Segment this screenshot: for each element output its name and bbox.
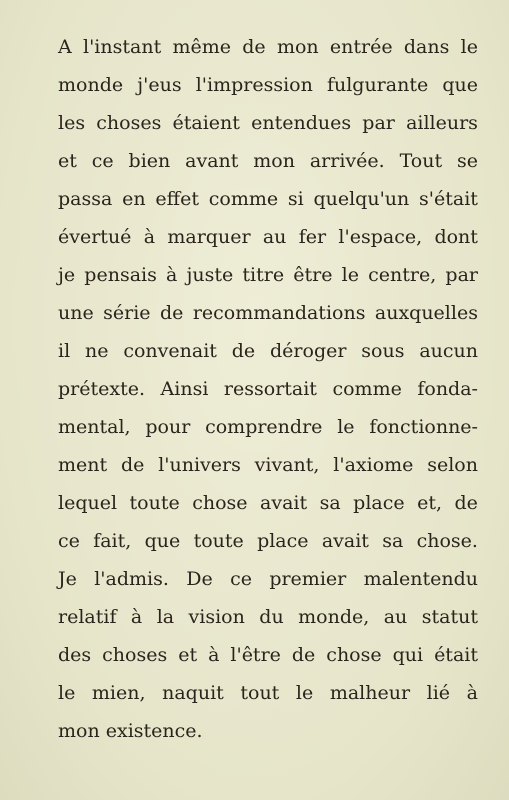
body-text [58,28,478,750]
word: si [287,188,304,210]
text-line [58,28,478,66]
word: il [58,340,71,362]
word: de [291,644,316,666]
word: juste [186,264,234,286]
word: marquer [167,226,251,248]
word: Je [58,568,77,590]
word: chose. [416,530,478,552]
word: effet [155,188,199,210]
word: et [178,644,198,666]
word: à [143,226,156,248]
word: ne [85,340,109,362]
word: fer [298,226,327,248]
text-line [58,142,478,180]
word: l'instant [83,36,162,58]
word: toute [129,492,180,514]
word: dont [434,226,478,248]
word: place [257,530,309,552]
word: en [122,188,146,210]
word: déroger [270,340,347,362]
word: malentendu [363,568,478,590]
word: fulgurante [326,74,429,96]
word: de [454,492,478,514]
word: auxquelles [374,302,478,324]
word: l'admis. [94,568,169,590]
word: l'axiome [333,454,414,476]
word: une [58,302,94,324]
word: passa [58,188,113,210]
word: à [208,644,220,666]
text-line [58,636,478,674]
word: naquit [162,682,224,704]
word: choses [102,644,168,666]
word: l'impression [195,74,313,96]
text-line [58,560,478,598]
word: mon [253,150,295,172]
word: sa [382,530,404,552]
word: Tout [399,150,443,172]
word: ressortait [223,378,317,400]
text-line [58,104,478,142]
word: et [58,150,77,172]
word: sous [361,340,405,362]
word: recommandations [192,302,366,324]
word: à [166,264,178,286]
word: le [337,416,355,438]
text-line [58,598,478,636]
word: De [186,568,213,590]
word: A [58,36,72,58]
word: sa [319,492,341,514]
word: entrée [329,36,393,58]
word: ailleurs [406,112,478,134]
word: la [156,606,175,628]
word: statut [421,606,478,628]
word: au [262,226,287,248]
word: ce [230,568,252,590]
word: étaient [172,112,240,134]
word: monde [58,74,124,96]
word: le [295,682,314,704]
word: comme [332,378,402,400]
word: ce [91,150,114,172]
word: que [144,530,181,552]
word: l'espace, [338,226,423,248]
word: à [130,606,143,628]
word: ce [58,530,80,552]
word: fonda- [417,378,478,400]
word: selon [427,454,478,476]
word: lié [426,682,451,704]
word: des [58,644,92,666]
word: titre [242,264,285,286]
word: convenait [123,340,217,362]
word: prétexte. [58,378,146,400]
word: toute [193,530,244,552]
text-line [58,522,478,560]
word: que [442,74,478,96]
word: mon [276,36,319,58]
word: chose [326,644,382,666]
word: avant [185,150,239,172]
text-line [58,180,478,218]
word: mental, [58,416,131,438]
word: comme [208,188,279,210]
word: pour [145,416,191,438]
word: à [466,682,478,704]
word: être [293,264,333,286]
word: fait, [93,530,132,552]
word: tout [240,682,280,704]
word: ment [58,454,108,476]
text-line [58,294,478,332]
word: Ainsi [160,378,209,400]
word: lequel [58,492,118,514]
word: mien, [91,682,146,704]
word: le [460,36,478,58]
text-line [58,218,478,256]
text-line [58,256,478,294]
word: vision [188,606,245,628]
text-line [58,332,478,370]
word: du [259,606,284,628]
word: était [434,644,478,666]
word: le [58,682,76,704]
word: même [172,36,231,58]
text-line: mon existence. [58,720,203,742]
word: aucun [419,340,478,362]
word: de [120,454,145,476]
word: avait [260,492,308,514]
word: quelqu'un [313,188,410,210]
text-line [58,484,478,522]
word: et, [417,492,443,514]
word: j'eus [137,74,182,96]
word: relatif [58,606,117,628]
word: par [362,112,395,134]
word: se [456,150,478,172]
word: pensais [84,264,157,286]
text-line [58,370,478,408]
word: s'était [419,188,478,210]
text-line [58,66,478,104]
word: qui [392,644,424,666]
word: vivant, [254,454,320,476]
word: choses [96,112,162,134]
text-line [58,408,478,446]
word: comprendre [205,416,323,438]
word: fonctionne- [369,416,478,438]
word: l'univers [158,454,241,476]
word: par [445,264,478,286]
text-line [58,674,478,712]
word: je [58,264,76,286]
word: arrivée. [309,150,385,172]
word: monde, [298,606,370,628]
word: place [353,492,405,514]
word: de [231,340,256,362]
word: l'être [230,644,281,666]
text-line [58,446,478,484]
word: de [159,302,184,324]
word: le [341,264,359,286]
word: série [103,302,151,324]
word: avait [321,530,369,552]
word: bien [128,150,171,172]
word: chose [192,492,248,514]
word: dans [403,36,450,58]
word: premier [269,568,347,590]
word: centre, [368,264,437,286]
word: entendues [251,112,352,134]
word: au [383,606,408,628]
word: malheur [329,682,411,704]
word: de [242,36,266,58]
word: évertué [58,226,132,248]
word: les [58,112,86,134]
